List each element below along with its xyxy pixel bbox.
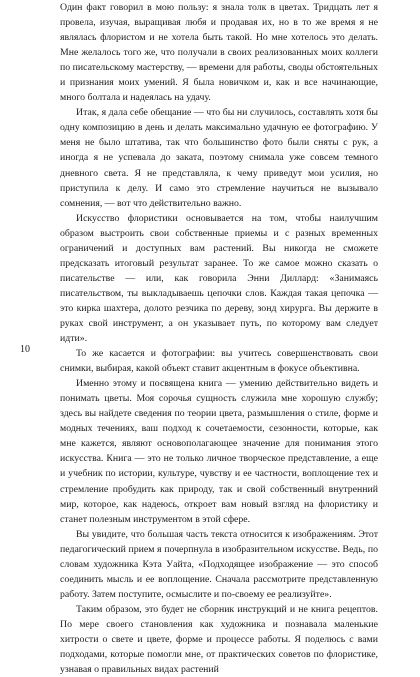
paragraph: Вы увидите, что большая часть текста относится к изображениям. Этот педагогический прием я почерпнула в изобразительном искусстве. Ведь, по словам художника Кэта Уайта, «Подходящее изображение — это способ соединить мысль и ее воплощение. Сначала рассмотрите представленную работу. Затем поступите, осмыслите и по-своему ее реализуйте».: [60, 528, 378, 600]
paragraph: Таким образом, это будет не сборник инструкций и не книга рецептов. По мере своего становления как художника и познавала маленькие хитрости о свете и цвете, форме и процессе работы. Я поделюсь с вами подходами, которые помогли мне, от практических советов по флористике, узнавая о правильных видах растений: [60, 603, 378, 676]
paragraph: Искусство флористики основывается на том, чтобы наилучшим образом выстроить свои собственные приемы и с разных временных ограничений и доступных вам растений. Вы никогда не сможете предсказать итоговый результат заранее. То же самое можно сказать о писательстве — или, как говорила Энни Диллард: «Занимаясь писательством, ты выкладываешь цепочки слов. Каждая такая цепочка — это кирка шахтера, долото резчика по дереву, зонд хирурга. Вы держите в руках свой инструмент, а он указывает путь, по которому вам следует идти».: [60, 212, 378, 345]
page-number: 10: [20, 344, 30, 355]
body-text: [60, 0, 378, 677]
paragraph: Именно этому и посвящена книга — умению действительно видеть и понимать цветы. Моя сорочья сущность служила мне хорошую службу; здесь вы найдете сведения по теории цвета, размышления о стиле, форме и модных течениях, ваш подход к сочетаемости, сезонности, которые, как мне кажется, являют основополагающее значение для понимания этого искусства. Книга — это не только личное творческое представление, а еще и учебник по истории, культуре, чувству и ее частности, воплощение тех и стремление пробудить как природу, так и свой собственный внутренний мир, которое, как надеюсь, откроет вам новый взгляд на флористику и станет полезным инструментом в этой сфере.: [60, 378, 378, 525]
paragraph: Один факт говорил в мою пользу: я знала толк в цветах. Тридцать лет я провела, изучая, выращивая любя и продавая их, но в то же время я не являлась флористом и не хотела быть такой. Но мне хотелось это делать. Мне желалось того же, что получали в своих реализованных моих коллеги по писательскому мастерству, — времени для работы, своды обстоятельных и признания моих умений. Я была новичком и, как и все начинающие, много болтала и надеялась на удачу.: [60, 2, 378, 104]
paragraph: Итак, я дала себе обещание — что бы ни случилось, составлять хотя бы одну композицию в день и делать максимально удачную ее фотографию. У меня не было штатива, так что большинство фото были сняты с рук, а иногда я не успевала до заката, поэтому снимала уже совсем темного дневного света. Я не представляла, к чему приведут мои усилия, но приступила к делу. И само это стремление научиться не вызывало сомнения, — вот что действительно важно.: [60, 107, 378, 209]
paragraph: То же касается и фотографии: вы учитесь совершенствовать свои снимки, выбирая, какой объект ставит акцентным в фокусе объективна.: [60, 348, 378, 375]
